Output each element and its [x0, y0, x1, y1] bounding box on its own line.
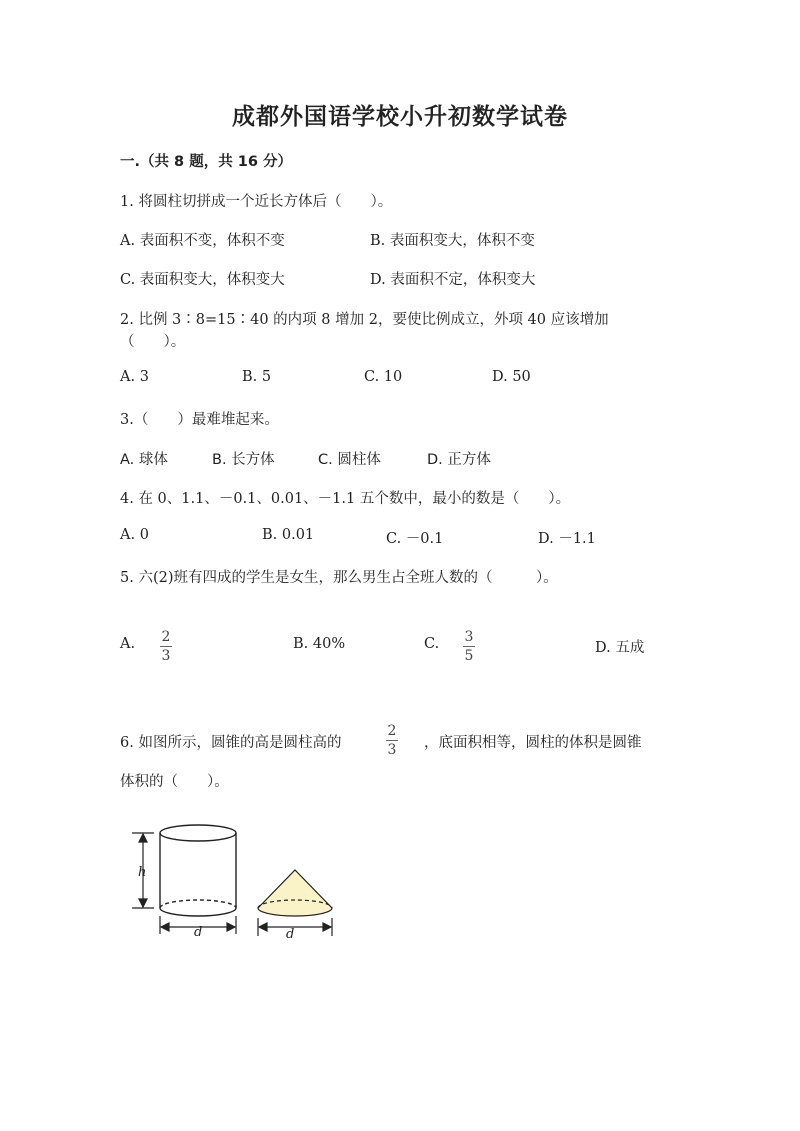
cone-diameter-arrow — [258, 918, 332, 936]
question-4-option-c[interactable]: C. －0.1 — [386, 531, 444, 547]
question-2-option-a[interactable]: A. 3 — [120, 369, 149, 385]
cylinder-cone-figure — [124, 820, 344, 945]
question-6-fraction — [386, 724, 398, 757]
question-5-option-c[interactable]: C. — [424, 636, 440, 652]
question-3-option-a[interactable]: A. 球体 — [120, 452, 168, 468]
fraction-numerator: 3 — [464, 629, 474, 645]
question-5-option-a-fraction — [160, 630, 172, 663]
question-3-option-b[interactable]: B. 长方体 — [212, 452, 275, 468]
cone-shape — [258, 870, 332, 916]
question-3-option-d[interactable]: D. 正方体 — [427, 452, 491, 468]
question-6-stem-post: ，底面积相等，圆柱的体积是圆锥 — [424, 735, 642, 751]
page-title: 成都外国语学校小升初数学试卷 — [232, 104, 568, 130]
question-4-option-a[interactable]: A. 0 — [120, 527, 149, 543]
question-2-stem-line2: （ ）。 — [120, 334, 186, 350]
question-5-option-c-fraction — [463, 630, 475, 663]
question-3-option-c[interactable]: C. 圆柱体 — [318, 452, 381, 468]
cylinder-diameter-label: d — [194, 925, 203, 940]
fraction-denominator: 3 — [387, 742, 397, 758]
question-3-stem: 3.（ ）最难堆起来。 — [120, 412, 279, 428]
cone-diameter-label: d — [286, 927, 295, 942]
question-5-option-d[interactable]: D. 五成 — [595, 640, 645, 656]
question-4-option-d[interactable]: D. －1.1 — [538, 531, 596, 547]
question-2-option-b[interactable]: B. 5 — [242, 369, 272, 385]
question-5-option-b[interactable]: B. 40% — [293, 636, 346, 652]
question-6-stem-line2: 体积的（ ）。 — [120, 774, 229, 790]
section-heading: 一.（共 8 题，共 16 分） — [120, 154, 292, 170]
question-2-stem-line1: 2. 比例 3∶8=15∶40 的内项 8 增加 2，要使比例成立，外项 40 应该增加 — [120, 312, 609, 328]
question-1-option-d[interactable]: D. 表面积不定，体积变大 — [370, 272, 536, 288]
question-5-option-a[interactable]: A. — [120, 636, 136, 652]
height-label: h — [138, 865, 147, 880]
question-2-option-c[interactable]: C. 10 — [364, 369, 403, 385]
fraction-numerator: 2 — [387, 723, 397, 739]
fraction-denominator: 3 — [161, 648, 171, 664]
fraction-bar — [463, 646, 475, 647]
question-5-stem: 5. 六(2)班有四成的学生是女生，那么男生占全班人数的（ ）。 — [120, 570, 558, 586]
cylinder-shape — [160, 825, 236, 916]
question-6-stem-pre: 6. 如图所示，圆锥的高是圆柱高的 — [120, 735, 342, 751]
fraction-bar — [160, 646, 172, 647]
fraction-denominator: 5 — [464, 648, 474, 664]
question-1-option-a[interactable]: A. 表面积不变，体积不变 — [120, 233, 285, 249]
question-2-option-d[interactable]: D. 50 — [492, 369, 531, 385]
question-1-option-c[interactable]: C. 表面积变大，体积变大 — [120, 272, 285, 288]
fraction-bar — [386, 740, 398, 741]
fraction-numerator: 2 — [161, 629, 171, 645]
question-1-stem: 1. 将圆柱切拼成一个近长方体后（ ）。 — [120, 194, 393, 210]
question-4-stem: 4. 在 0、1.1、－0.1、0.01、－1.1 五个数中，最小的数是（ ）。 — [120, 491, 571, 507]
question-4-option-b[interactable]: B. 0.01 — [262, 527, 315, 543]
question-1-option-b[interactable]: B. 表面积变大，体积不变 — [370, 233, 535, 249]
